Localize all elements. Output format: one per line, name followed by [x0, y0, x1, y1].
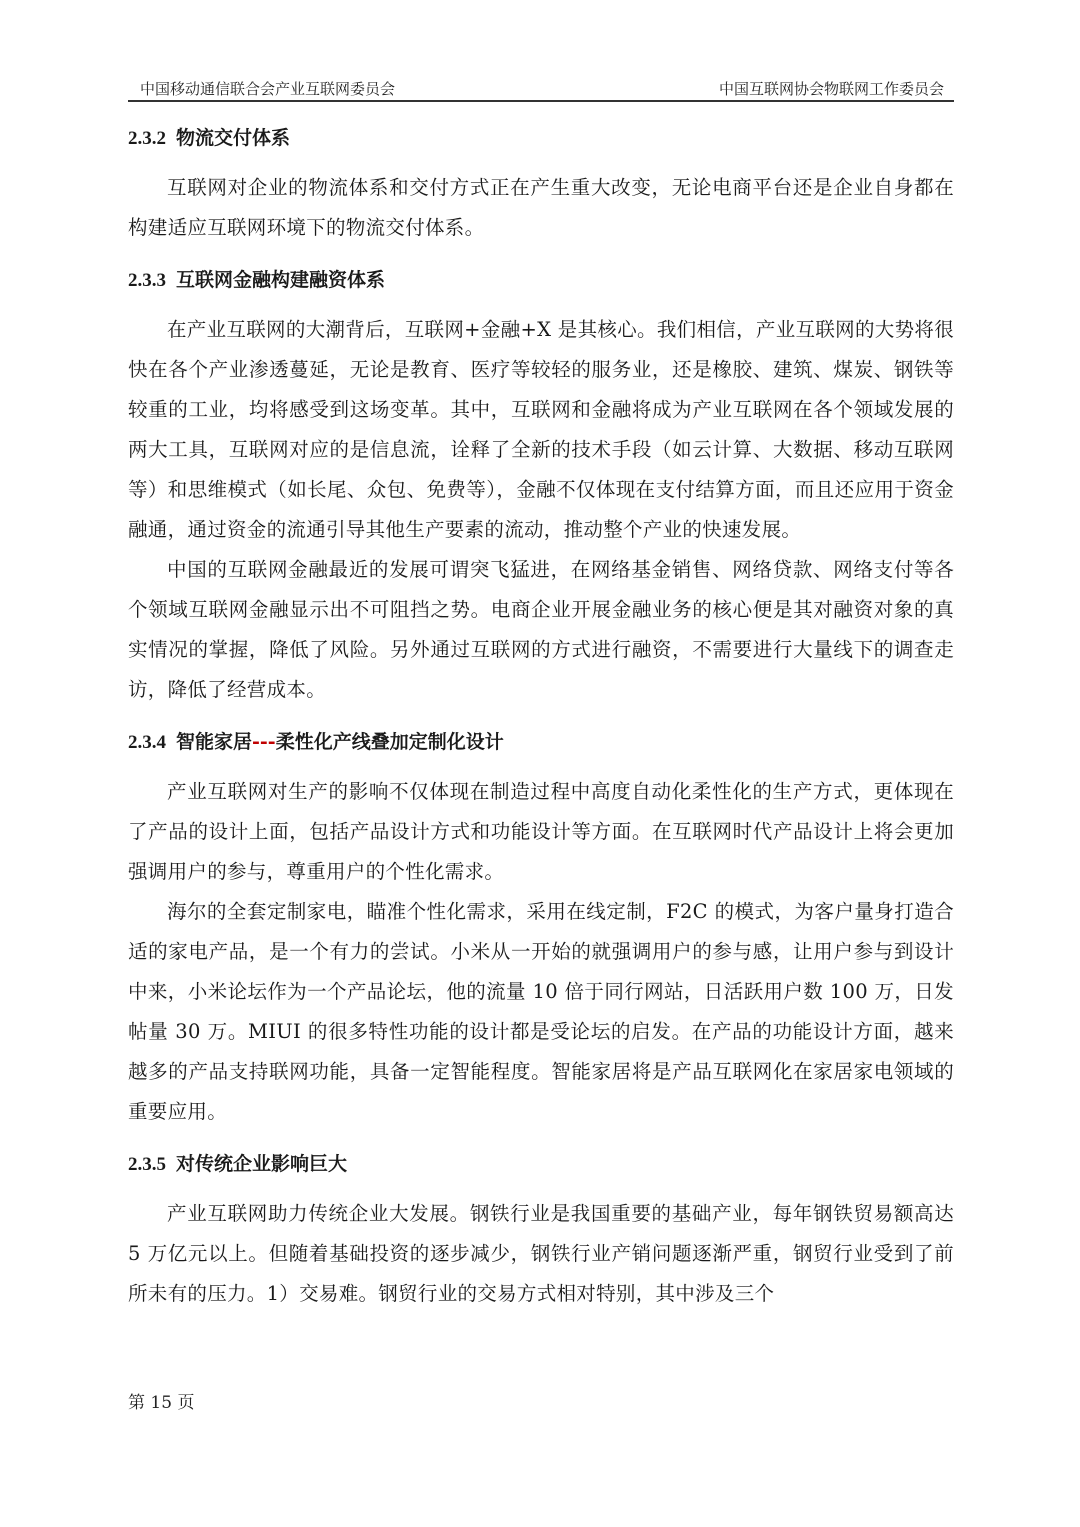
section-number: 2.3.2	[128, 128, 166, 149]
paragraph: 产业互联网助力传统企业大发展。钢铁行业是我国重要的基础产业，每年钢铁贸易额高达 5 万亿元以上。但随着基础投资的逐步减少，钢铁行业产销问题逐渐严重，钢贸行业受到了前所未有的压力。1）交易难。钢贸行业的交易方式相对特别，其中涉及三个	[128, 1202, 954, 1305]
section-title-pre: 智能家居	[176, 731, 253, 753]
header-left-org: 中国移动通信联合会产业互联网委员会	[140, 80, 396, 98]
page-body	[128, 118, 954, 1314]
section-number: 2.3.5	[128, 1154, 166, 1175]
section-heading-2-3-3	[128, 260, 954, 300]
paragraph: 中国的互联网金融最近的发展可谓突飞猛进，在网络基金销售、网络贷款、网络支付等各个领域互联网金融显示出不可阻挡之势。电商企业开展金融业务的核心便是其对融资对象的真实情况的掌握，降低了风险。另外通过互联网的方式进行融资，不需要进行大量线下的调查走访，降低了经营成本。	[128, 558, 954, 701]
section-title-separator: ---	[252, 731, 276, 753]
paragraph: 在产业互联网的大潮背后，互联网+金融+X 是其核心。我们相信，产业互联网的大势将很快在各个产业渗透蔓延，无论是教育、医疗等较轻的服务业，还是橡胶、建筑、煤炭、钢铁等较重的工业，均将感受到这场变革。其中，互联网和金融将成为产业互联网在各个领域发展的两大工具，互联网对应的是信息流，诠释了全新的技术手段（如云计算、大数据、移动互联网等）和思维模式（如长尾、众包、免费等），金融不仅体现在支付结算方面，而且还应用于资金融通，通过资金的流通引导其他生产要素的流动，推动整个产业的快速发展。	[128, 318, 954, 541]
section-title: 互联网金融构建融资体系	[176, 269, 386, 291]
section-title-post: 柔性化产线叠加定制化设计	[275, 731, 504, 753]
section-title: 对传统企业影响巨大	[176, 1153, 348, 1175]
header-right-org: 中国互联网协会物联网工作委员会	[718, 80, 944, 98]
page-number: 第 15 页	[128, 1393, 195, 1413]
paragraph: 产业互联网对生产的影响不仅体现在制造过程中高度自动化柔性化的生产方式，更体现在了产品的设计上面，包括产品设计方式和功能设计等方面。在互联网时代产品设计上将会更加强调用户的参与，尊重用户的个性化需求。	[128, 780, 954, 883]
section-heading-2-3-5	[128, 1144, 954, 1184]
section-number: 2.3.4	[128, 732, 166, 753]
section-heading-2-3-4	[128, 722, 954, 762]
page-header	[128, 74, 954, 102]
paragraph: 海尔的全套定制家电，瞄准个性化需求，采用在线定制，F2C 的模式，为客户量身打造合适的家电产品，是一个有力的尝试。小米从一开始的就强调用户的参与感，让用户参与到设计中来，小米论坛作为一个产品论坛，他的流量 10 倍于同行网站，日活跃用户数 100 万，日发帖量 30 万。MIUI 的很多特性功能的设计都是受论坛的启发。在产品的功能设计方面，越来越多的产品支持联网功能，具备一定智能程度。智能家居将是产品互联网化在家居家电领域的重要应用。	[128, 900, 954, 1123]
section-heading-2-3-2	[128, 118, 954, 158]
section-title: 物流交付体系	[176, 127, 291, 149]
paragraph: 互联网对企业的物流体系和交付方式正在产生重大改变，无论电商平台还是企业自身都在构建适应互联网环境下的物流交付体系。	[128, 176, 954, 239]
section-number: 2.3.3	[128, 270, 166, 291]
